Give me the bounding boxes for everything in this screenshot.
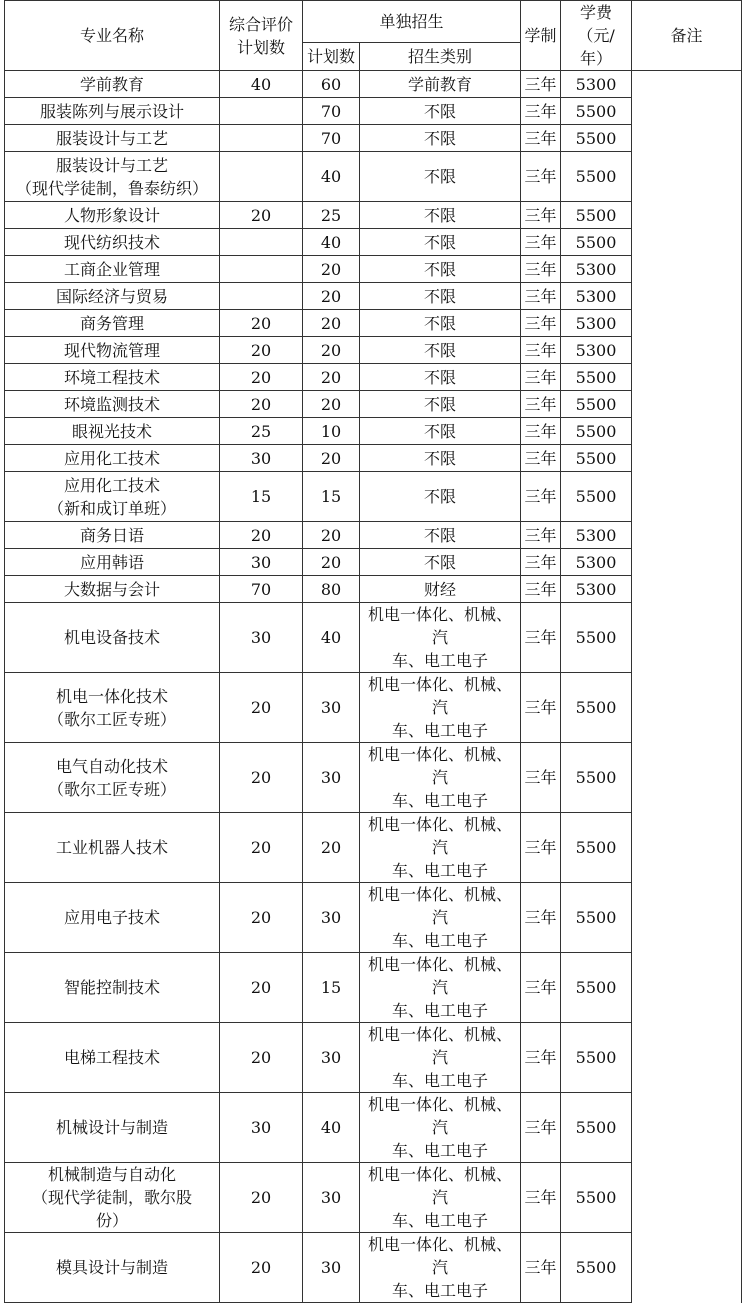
cell-fee: 5500 (561, 953, 632, 1023)
category-line: 车、电工电子 (392, 651, 489, 670)
cell-plan-count: 20 (303, 310, 360, 337)
major-name-line: 学前教育 (79, 74, 144, 94)
cell-category (360, 418, 521, 445)
category-line: 车、电工电子 (392, 721, 489, 740)
cell-comprehensive-plan: 20 (220, 522, 303, 549)
major-name-line: 电气自动化技术 (55, 756, 168, 776)
cell-comprehensive-plan: 20 (220, 391, 303, 418)
cell-comprehensive-plan (220, 229, 303, 256)
cell-category (360, 391, 521, 418)
cell-duration: 三年 (521, 1023, 561, 1093)
cell-comprehensive-plan: 20 (220, 813, 303, 883)
cell-major-name (5, 522, 220, 549)
cell-plan-count: 20 (303, 549, 360, 576)
table-row (5, 549, 742, 576)
cell-fee: 5500 (561, 391, 632, 418)
cell-fee: 5500 (561, 603, 632, 673)
cell-comprehensive-plan: 20 (220, 1233, 303, 1303)
header-major: 专业名称 (5, 1, 220, 71)
cell-category (360, 472, 521, 522)
category-line: 学前教育 (408, 74, 473, 94)
cell-category (360, 1233, 521, 1303)
cell-fee: 5300 (561, 522, 632, 549)
cell-major-name (5, 71, 220, 98)
cell-major-name (5, 391, 220, 418)
cell-duration: 三年 (521, 283, 561, 310)
cell-plan-count: 40 (303, 152, 360, 202)
cell-fee: 5500 (561, 883, 632, 953)
cell-duration: 三年 (521, 603, 561, 673)
cell-plan-count: 25 (303, 202, 360, 229)
cell-plan-count: 10 (303, 418, 360, 445)
cell-duration: 三年 (521, 391, 561, 418)
major-name-line: 眼视光技术 (71, 421, 152, 441)
category-line: 车、电工电子 (392, 931, 489, 950)
category-line: 车、电工电子 (392, 1211, 489, 1230)
cell-comprehensive-plan: 30 (220, 1093, 303, 1163)
major-name-line: 商务日语 (79, 525, 144, 545)
cell-plan-count: 30 (303, 743, 360, 813)
major-name-line: 商务管理 (79, 313, 144, 333)
cell-major-name (5, 310, 220, 337)
major-name-line: 机械制造与自动化 (47, 1165, 176, 1184)
cell-duration: 三年 (521, 445, 561, 472)
category-line: 机电一体化、机械、汽 (368, 885, 513, 927)
header-fee-line3: 年） (580, 49, 613, 68)
cell-fee: 5500 (561, 202, 632, 229)
cell-plan-count: 30 (303, 1023, 360, 1093)
table-row (5, 337, 742, 364)
cell-category (360, 813, 521, 883)
cell-duration: 三年 (521, 549, 561, 576)
major-name-line: 应用化工技术 (63, 475, 160, 495)
major-name-line: （新和成订单班） (47, 498, 176, 518)
cell-duration: 三年 (521, 256, 561, 283)
cell-category (360, 743, 521, 813)
category-line: 不限 (424, 448, 457, 468)
cell-major-name (5, 98, 220, 125)
table-row (5, 202, 742, 229)
cell-major-name (5, 152, 220, 202)
cell-fee: 5500 (561, 364, 632, 391)
table-row (5, 125, 742, 152)
cell-fee: 5500 (561, 1163, 632, 1233)
major-name-line: （现代学徒制，鲁泰纺织） (15, 178, 208, 198)
cell-fee: 5300 (561, 310, 632, 337)
table-row (5, 953, 742, 1023)
table-row (5, 673, 742, 743)
cell-category (360, 603, 521, 673)
table-row (5, 1163, 742, 1233)
major-name-line: 国际经济与贸易 (55, 286, 168, 306)
major-name-line: 服装陈列与展示设计 (39, 101, 184, 121)
cell-major-name (5, 813, 220, 883)
major-name-line: 工商企业管理 (63, 259, 160, 279)
cell-category (360, 1163, 521, 1233)
cell-duration: 三年 (521, 472, 561, 522)
cell-major-name (5, 202, 220, 229)
cell-plan-count: 40 (303, 229, 360, 256)
category-line: 车、电工电子 (392, 791, 489, 810)
major-name-line: 机电一体化技术 (55, 686, 168, 706)
cell-major-name (5, 743, 220, 813)
cell-duration: 三年 (521, 125, 561, 152)
table-row (5, 71, 742, 98)
major-name-line: 机电设备技术 (63, 628, 160, 647)
cell-duration: 三年 (521, 98, 561, 125)
table-row (5, 98, 742, 125)
cell-fee: 5300 (561, 71, 632, 98)
major-name-line: 模具设计与制造 (55, 1258, 168, 1277)
cell-duration: 三年 (521, 337, 561, 364)
cell-fee: 5500 (561, 418, 632, 445)
cell-category (360, 673, 521, 743)
header-fee-line2: （元/ (577, 26, 615, 45)
category-line: 不限 (424, 525, 457, 545)
cell-comprehensive-plan: 20 (220, 1163, 303, 1233)
major-name-line: 大数据与会计 (63, 579, 160, 599)
category-line: 机电一体化、机械、汽 (368, 605, 513, 647)
cell-comprehensive-plan: 20 (220, 337, 303, 364)
major-name-line: （歌尔工匠专班） (47, 779, 176, 799)
cell-major-name (5, 445, 220, 472)
cell-major-name (5, 283, 220, 310)
cell-plan-count: 20 (303, 364, 360, 391)
cell-duration: 三年 (521, 576, 561, 603)
cell-fee: 5500 (561, 125, 632, 152)
cell-plan-count: 30 (303, 883, 360, 953)
cell-category (360, 152, 521, 202)
cell-plan-count: 20 (303, 522, 360, 549)
category-line: 机电一体化、机械、汽 (368, 1025, 513, 1067)
cell-plan-count: 20 (303, 283, 360, 310)
cell-duration: 三年 (521, 71, 561, 98)
table-body (5, 71, 742, 1303)
cell-comprehensive-plan: 15 (220, 472, 303, 522)
cell-major-name (5, 603, 220, 673)
cell-duration: 三年 (521, 1163, 561, 1233)
category-line: 不限 (424, 205, 457, 225)
cell-duration: 三年 (521, 202, 561, 229)
major-name-line: 电梯工程技术 (63, 1048, 160, 1067)
cell-comprehensive-plan (220, 125, 303, 152)
category-line: 不限 (424, 367, 457, 387)
cell-fee: 5500 (561, 1023, 632, 1093)
cell-category (360, 202, 521, 229)
cell-major-name (5, 883, 220, 953)
table-row (5, 813, 742, 883)
cell-comprehensive-plan: 20 (220, 310, 303, 337)
table-row (5, 418, 742, 445)
cell-comprehensive-plan: 20 (220, 953, 303, 1023)
category-line: 不限 (424, 313, 457, 333)
major-name-line: 人物形象设计 (63, 205, 160, 225)
cell-plan-count: 15 (303, 953, 360, 1023)
cell-category (360, 953, 521, 1023)
cell-major-name (5, 1233, 220, 1303)
category-line: 车、电工电子 (392, 1281, 489, 1300)
header-remark: 备注 (632, 1, 742, 71)
major-name-line: 服装设计与工艺 (55, 128, 168, 148)
table-row (5, 283, 742, 310)
cell-plan-count: 20 (303, 391, 360, 418)
cell-comprehensive-plan: 30 (220, 445, 303, 472)
category-line: 不限 (424, 128, 457, 148)
cell-comprehensive-plan: 20 (220, 1023, 303, 1093)
category-line: 机电一体化、机械、汽 (368, 815, 513, 857)
major-name-line: 应用韩语 (79, 552, 144, 572)
cell-duration: 三年 (521, 418, 561, 445)
header-fee (561, 1, 632, 71)
cell-duration: 三年 (521, 953, 561, 1023)
header-comprehensive-line1: 综合评价 (228, 14, 293, 34)
cell-comprehensive-plan (220, 98, 303, 125)
table-row (5, 445, 742, 472)
cell-major-name (5, 472, 220, 522)
cell-duration: 三年 (521, 883, 561, 953)
category-line: 机电一体化、机械、汽 (368, 955, 513, 997)
major-name-line: 工业机器人技术 (55, 838, 168, 857)
category-line: 不限 (424, 286, 457, 306)
cell-comprehensive-plan: 20 (220, 202, 303, 229)
table-row (5, 391, 742, 418)
cell-plan-count: 40 (303, 1093, 360, 1163)
cell-comprehensive-plan: 20 (220, 364, 303, 391)
cell-duration: 三年 (521, 673, 561, 743)
category-line: 机电一体化、机械、汽 (368, 675, 513, 717)
cell-comprehensive-plan (220, 256, 303, 283)
cell-duration: 三年 (521, 152, 561, 202)
category-line: 不限 (424, 552, 457, 572)
table-row (5, 883, 742, 953)
cell-major-name (5, 1093, 220, 1163)
cell-fee: 5500 (561, 229, 632, 256)
cell-major-name (5, 1163, 220, 1233)
cell-fee: 5500 (561, 98, 632, 125)
cell-category (360, 576, 521, 603)
enrollment-table (4, 0, 742, 1303)
major-name-line: （现代学徒制，歌尔股 (31, 1188, 192, 1207)
category-line: 不限 (424, 101, 457, 121)
category-line: 机电一体化、机械、汽 (368, 1235, 513, 1277)
category-line: 不限 (424, 232, 457, 252)
cell-category (360, 283, 521, 310)
cell-duration: 三年 (521, 743, 561, 813)
cell-plan-count: 80 (303, 576, 360, 603)
cell-fee: 5500 (561, 472, 632, 522)
cell-major-name (5, 229, 220, 256)
cell-major-name (5, 673, 220, 743)
cell-fee: 5500 (561, 152, 632, 202)
cell-plan-count: 20 (303, 256, 360, 283)
header-category: 招生类别 (360, 43, 521, 71)
major-name-line: 现代物流管理 (63, 340, 160, 360)
cell-plan-count: 30 (303, 1163, 360, 1233)
cell-category (360, 256, 521, 283)
category-line: 机电一体化、机械、汽 (368, 745, 513, 787)
table-row (5, 472, 742, 522)
cell-fee: 5300 (561, 549, 632, 576)
major-name-line: 环境监测技术 (63, 394, 160, 414)
category-line: 机电一体化、机械、汽 (368, 1095, 513, 1137)
cell-plan-count: 20 (303, 337, 360, 364)
cell-major-name (5, 364, 220, 391)
cell-duration: 三年 (521, 229, 561, 256)
cell-category (360, 310, 521, 337)
cell-category (360, 337, 521, 364)
cell-category (360, 883, 521, 953)
table-row (5, 522, 742, 549)
cell-major-name (5, 418, 220, 445)
major-name-line: 智能控制技术 (63, 978, 160, 997)
cell-fee: 5500 (561, 1093, 632, 1163)
cell-remark (632, 71, 742, 1303)
cell-plan-count: 60 (303, 71, 360, 98)
table-row (5, 310, 742, 337)
table-row (5, 229, 742, 256)
cell-plan-count: 20 (303, 445, 360, 472)
cell-plan-count: 30 (303, 1233, 360, 1303)
cell-comprehensive-plan: 25 (220, 418, 303, 445)
cell-plan-count: 40 (303, 603, 360, 673)
category-line: 不限 (424, 487, 457, 506)
category-line: 不限 (424, 394, 457, 414)
cell-major-name (5, 337, 220, 364)
cell-duration: 三年 (521, 1233, 561, 1303)
cell-comprehensive-plan: 20 (220, 743, 303, 813)
cell-comprehensive-plan (220, 152, 303, 202)
cell-fee: 5500 (561, 813, 632, 883)
cell-fee: 5500 (561, 673, 632, 743)
header-fee-line1: 学费 (580, 3, 613, 22)
category-line: 不限 (424, 259, 457, 279)
cell-category (360, 445, 521, 472)
major-name-line: 现代纺织技术 (63, 232, 160, 252)
category-line: 不限 (424, 421, 457, 441)
table-row (5, 1023, 742, 1093)
cell-duration: 三年 (521, 522, 561, 549)
category-line: 车、电工电子 (392, 1141, 489, 1160)
cell-fee: 5500 (561, 1233, 632, 1303)
cell-comprehensive-plan: 20 (220, 673, 303, 743)
table-row (5, 1233, 742, 1303)
category-line: 车、电工电子 (392, 1071, 489, 1090)
cell-major-name (5, 256, 220, 283)
cell-major-name (5, 549, 220, 576)
major-name-line: （歌尔工匠专班） (47, 709, 176, 729)
category-line: 不限 (424, 167, 457, 186)
cell-category (360, 1023, 521, 1093)
table-row (5, 603, 742, 673)
cell-comprehensive-plan (220, 283, 303, 310)
cell-major-name (5, 953, 220, 1023)
cell-duration: 三年 (521, 813, 561, 883)
cell-category (360, 71, 521, 98)
cell-comprehensive-plan: 40 (220, 71, 303, 98)
cell-plan-count: 20 (303, 813, 360, 883)
table-row (5, 576, 742, 603)
cell-category (360, 1093, 521, 1163)
table-row (5, 743, 742, 813)
major-name-line: 份） (95, 1211, 128, 1230)
cell-duration: 三年 (521, 310, 561, 337)
cell-category (360, 522, 521, 549)
major-name-line: 机械设计与制造 (55, 1118, 168, 1137)
category-line: 财经 (424, 579, 457, 599)
header-plan-count: 计划数 (303, 43, 360, 71)
cell-plan-count: 30 (303, 673, 360, 743)
table-row (5, 364, 742, 391)
cell-comprehensive-plan: 30 (220, 549, 303, 576)
cell-fee: 5300 (561, 283, 632, 310)
major-name-line: 环境工程技术 (63, 367, 160, 387)
table-row (5, 1093, 742, 1163)
cell-fee: 5500 (561, 743, 632, 813)
cell-plan-count: 15 (303, 472, 360, 522)
header-comprehensive-line2: 计划数 (236, 37, 285, 57)
category-line: 车、电工电子 (392, 861, 489, 880)
cell-major-name (5, 1023, 220, 1093)
cell-category (360, 125, 521, 152)
cell-duration: 三年 (521, 364, 561, 391)
table-row (5, 152, 742, 202)
cell-major-name (5, 576, 220, 603)
cell-fee: 5300 (561, 576, 632, 603)
cell-major-name (5, 125, 220, 152)
table-row (5, 256, 742, 283)
header-separate-enrollment: 单独招生 (303, 1, 521, 43)
cell-duration: 三年 (521, 1093, 561, 1163)
major-name-line: 服装设计与工艺 (55, 155, 168, 175)
major-name-line: 应用电子技术 (63, 908, 160, 927)
cell-comprehensive-plan: 30 (220, 603, 303, 673)
cell-category (360, 229, 521, 256)
cell-comprehensive-plan: 70 (220, 576, 303, 603)
cell-comprehensive-plan: 20 (220, 883, 303, 953)
cell-plan-count: 70 (303, 125, 360, 152)
cell-category (360, 364, 521, 391)
header-comprehensive-plan (220, 1, 303, 71)
header-duration: 学制 (521, 1, 561, 71)
cell-category (360, 549, 521, 576)
major-name-line: 应用化工技术 (63, 448, 160, 468)
cell-fee: 5300 (561, 337, 632, 364)
cell-fee: 5500 (561, 445, 632, 472)
category-line: 不限 (424, 340, 457, 360)
category-line: 机电一体化、机械、汽 (368, 1165, 513, 1207)
category-line: 车、电工电子 (392, 1001, 489, 1020)
cell-fee: 5300 (561, 256, 632, 283)
cell-plan-count: 70 (303, 98, 360, 125)
cell-category (360, 98, 521, 125)
